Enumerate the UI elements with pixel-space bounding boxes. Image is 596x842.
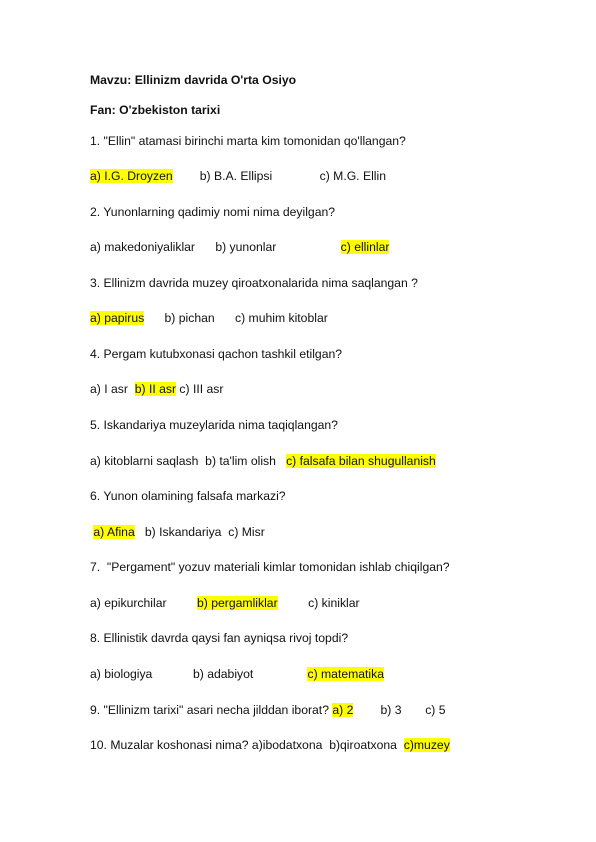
question-3-text: 3. Ellinizm davrida muzey qiroatxonalarida nima saqlangan ?	[90, 276, 418, 290]
question-4-text: 4. Pergam kutubxonasi qachon tashkil etilgan?	[90, 347, 343, 361]
option-2c: c) ellinlar	[340, 240, 390, 254]
option-1b: b) B.A. Ellipsi	[199, 169, 273, 183]
question-10-text: 10. Muzalar koshonasi nima?	[90, 738, 249, 752]
question-9-text: 9. "Ellinizm tarixi" asari necha jilddan iborat?	[90, 703, 329, 717]
option-4b: b) II asr	[134, 382, 177, 396]
option-7c: c) kiniklar	[308, 596, 360, 610]
question-1-options	[90, 168, 386, 184]
question-5-options	[90, 453, 436, 469]
option-2a: a) makedoniyaliklar	[90, 240, 195, 254]
question-5-text: 5. Iskandariya muzeylarida nima taqiqlangan?	[90, 418, 338, 432]
option-9b: b) 3	[380, 703, 402, 717]
option-8b: b) adabiyot	[192, 667, 254, 681]
question-2-text: 2. Yunonlarning qadimiy nomi nima deyilgan?	[90, 205, 336, 219]
option-2b: b) yunonlar	[215, 240, 277, 254]
option-7b: b) pergamliklar	[197, 596, 278, 610]
option-10a: a)ibodatxona	[251, 738, 323, 752]
question-2-options	[90, 239, 389, 255]
option-6c: c) Misr	[228, 525, 265, 539]
question-1-text: 1. "Ellin" atamasi birinchi marta kim tomonidan qo'llangan?	[90, 134, 406, 148]
option-4c: c) III asr	[179, 382, 224, 396]
question-8-options	[90, 666, 384, 682]
option-7a: a) epikurchilar	[90, 596, 167, 610]
topic-heading: Mavzu: Ellinizm davrida O'rta Osiyo	[90, 73, 297, 87]
option-3a: a) papirus	[90, 311, 145, 325]
option-1a: a) I.G. Droyzen	[90, 169, 173, 183]
question-4-options	[90, 381, 223, 397]
question-10-line	[90, 737, 450, 753]
subject-heading: Fan: O'zbekiston tarixi	[90, 103, 221, 117]
option-6a: a) Afina	[93, 525, 135, 539]
question-8-text: 8. Ellinistik davrda qaysi fan ayniqsa rivoj topdi?	[90, 631, 349, 645]
question-7-text: 7. "Pergament" yozuv materiali kimlar tomonidan ishlab chiqilgan?	[90, 560, 450, 574]
option-1c: c) M.G. Ellin	[319, 169, 386, 183]
question-7-options	[90, 595, 360, 611]
option-5c: c) falsafa bilan shugullanish	[286, 454, 436, 468]
question-9-line	[90, 702, 446, 718]
option-9a: a) 2	[332, 703, 354, 717]
option-5b: b) ta'lim olish	[205, 454, 276, 468]
question-3-options	[90, 310, 328, 326]
option-5a: a) kitoblarni saqlash	[90, 454, 199, 468]
option-10b: b)qiroatxona	[329, 738, 397, 752]
option-6b: b) Iskandariya	[144, 525, 222, 539]
option-8a: a) biologiya	[90, 667, 153, 681]
option-8c: c) matematika	[307, 667, 385, 681]
question-6-text: 6. Yunon olamining falsafa markazi?	[90, 489, 286, 503]
option-9c: c) 5	[425, 703, 446, 717]
option-3b: b) pichan	[164, 311, 215, 325]
option-3c: c) muhim kitoblar	[235, 311, 328, 325]
option-4a: a) I asr	[90, 382, 128, 396]
option-10c: c)muzey	[403, 738, 450, 752]
question-6-options	[90, 524, 265, 540]
